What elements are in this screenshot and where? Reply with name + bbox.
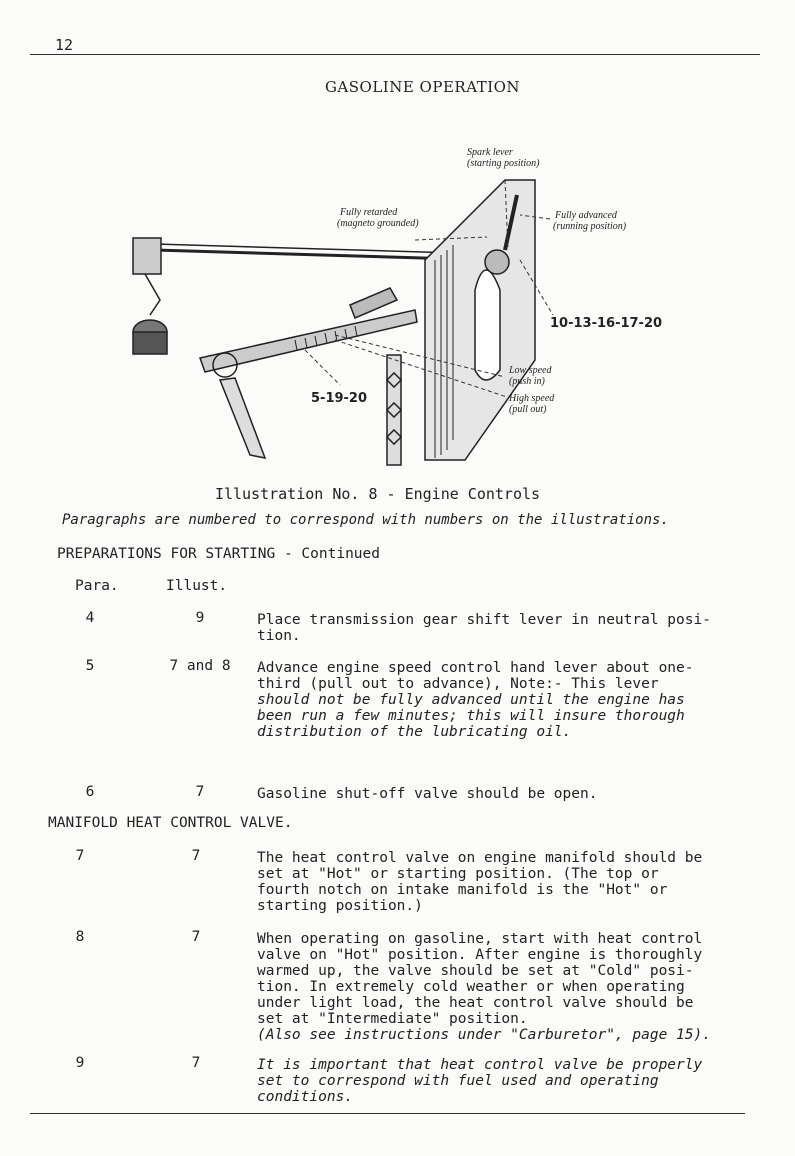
bottom-rule xyxy=(30,1113,745,1114)
instruction-text: Advance engine speed control hand lever about one- third (pull out to advance), Note:- This lever should not be fully advanced until the engine has been run a few minutes; this will insure thorough distribution of the lubricating oil. xyxy=(257,660,694,740)
row-illust-number: 7 xyxy=(191,929,201,945)
instruction-text: When operating on gasoline, start with heat control valve on "Hot" position. After engine is thoroughly warmed up, the valve should be set at "Cold" posi- tion. In extremely cold weather or when operating under light load, the heat control valve should be set at "Intermediate" position. (Also see instructions under "Carburetor", page 15). xyxy=(257,931,711,1043)
para-ref-right: 10-13-16-17-20 xyxy=(550,316,663,331)
row-illust-number: 7 xyxy=(195,784,205,800)
row-para-number: 4 xyxy=(85,610,95,626)
caption-note: Paragraphs are numbered to correspond with numbers on the illustrations. xyxy=(62,512,669,528)
illustration-caption: Illustration No. 8 - Engine Controls xyxy=(214,485,541,503)
spark-lever-label: Spark lever xyxy=(467,147,513,158)
engine-controls-illustration xyxy=(125,140,665,470)
high-speed-label: High speed xyxy=(509,393,555,404)
row-para-number: 9 xyxy=(75,1055,85,1071)
instruction-text: Gasoline shut-off valve should be open. xyxy=(257,786,598,802)
row-illust-number: 7 xyxy=(191,1055,201,1071)
section-heading: PREPARATIONS FOR STARTING - Continued xyxy=(57,546,381,562)
fully-advanced-label: Fully advanced xyxy=(555,210,617,221)
row-para-number: 6 xyxy=(85,784,95,800)
row-illust-number: 9 xyxy=(195,610,205,626)
row-para-number: 5 xyxy=(85,658,95,674)
row-para-number: 7 xyxy=(75,848,85,864)
para-ref-left: 5-19-20 xyxy=(311,391,368,406)
low-speed-label: Low speed xyxy=(509,365,552,376)
top-rule xyxy=(30,54,760,55)
fully-retarded-sublabel: (magneto grounded) xyxy=(337,218,419,229)
instruction-text: It is important that heat control valve be properly set to correspond with fuel used and operating conditions. xyxy=(257,1057,703,1105)
low-speed-sublabel: (push in) xyxy=(509,376,545,387)
row-illust-number: 7 and 8 xyxy=(169,658,231,674)
manifold-heading: MANIFOLD HEAT CONTROL VALVE. xyxy=(48,815,293,831)
row-illust-number: 7 xyxy=(191,848,201,864)
illust-column-header: Illust. xyxy=(166,578,228,594)
instruction-text: Place transmission gear shift lever in neutral posi- tion. xyxy=(257,612,711,644)
fully-retarded-label: Fully retarded xyxy=(340,207,398,218)
fully-advanced-sublabel: (running position) xyxy=(553,221,627,232)
page-title: GASOLINE OPERATION xyxy=(324,78,521,96)
spark-lever-sublabel: (starting position) xyxy=(467,158,540,169)
high-speed-sublabel: (pull out) xyxy=(509,404,547,415)
row-para-number: 8 xyxy=(75,929,85,945)
instruction-text: The heat control valve on engine manifold should be set at "Hot" or starting position. (The top or fourth notch on intake manifold is the "Hot" or starting position.) xyxy=(257,850,703,914)
page-number: 12 xyxy=(55,36,74,54)
para-column-header: Para. xyxy=(75,578,119,594)
